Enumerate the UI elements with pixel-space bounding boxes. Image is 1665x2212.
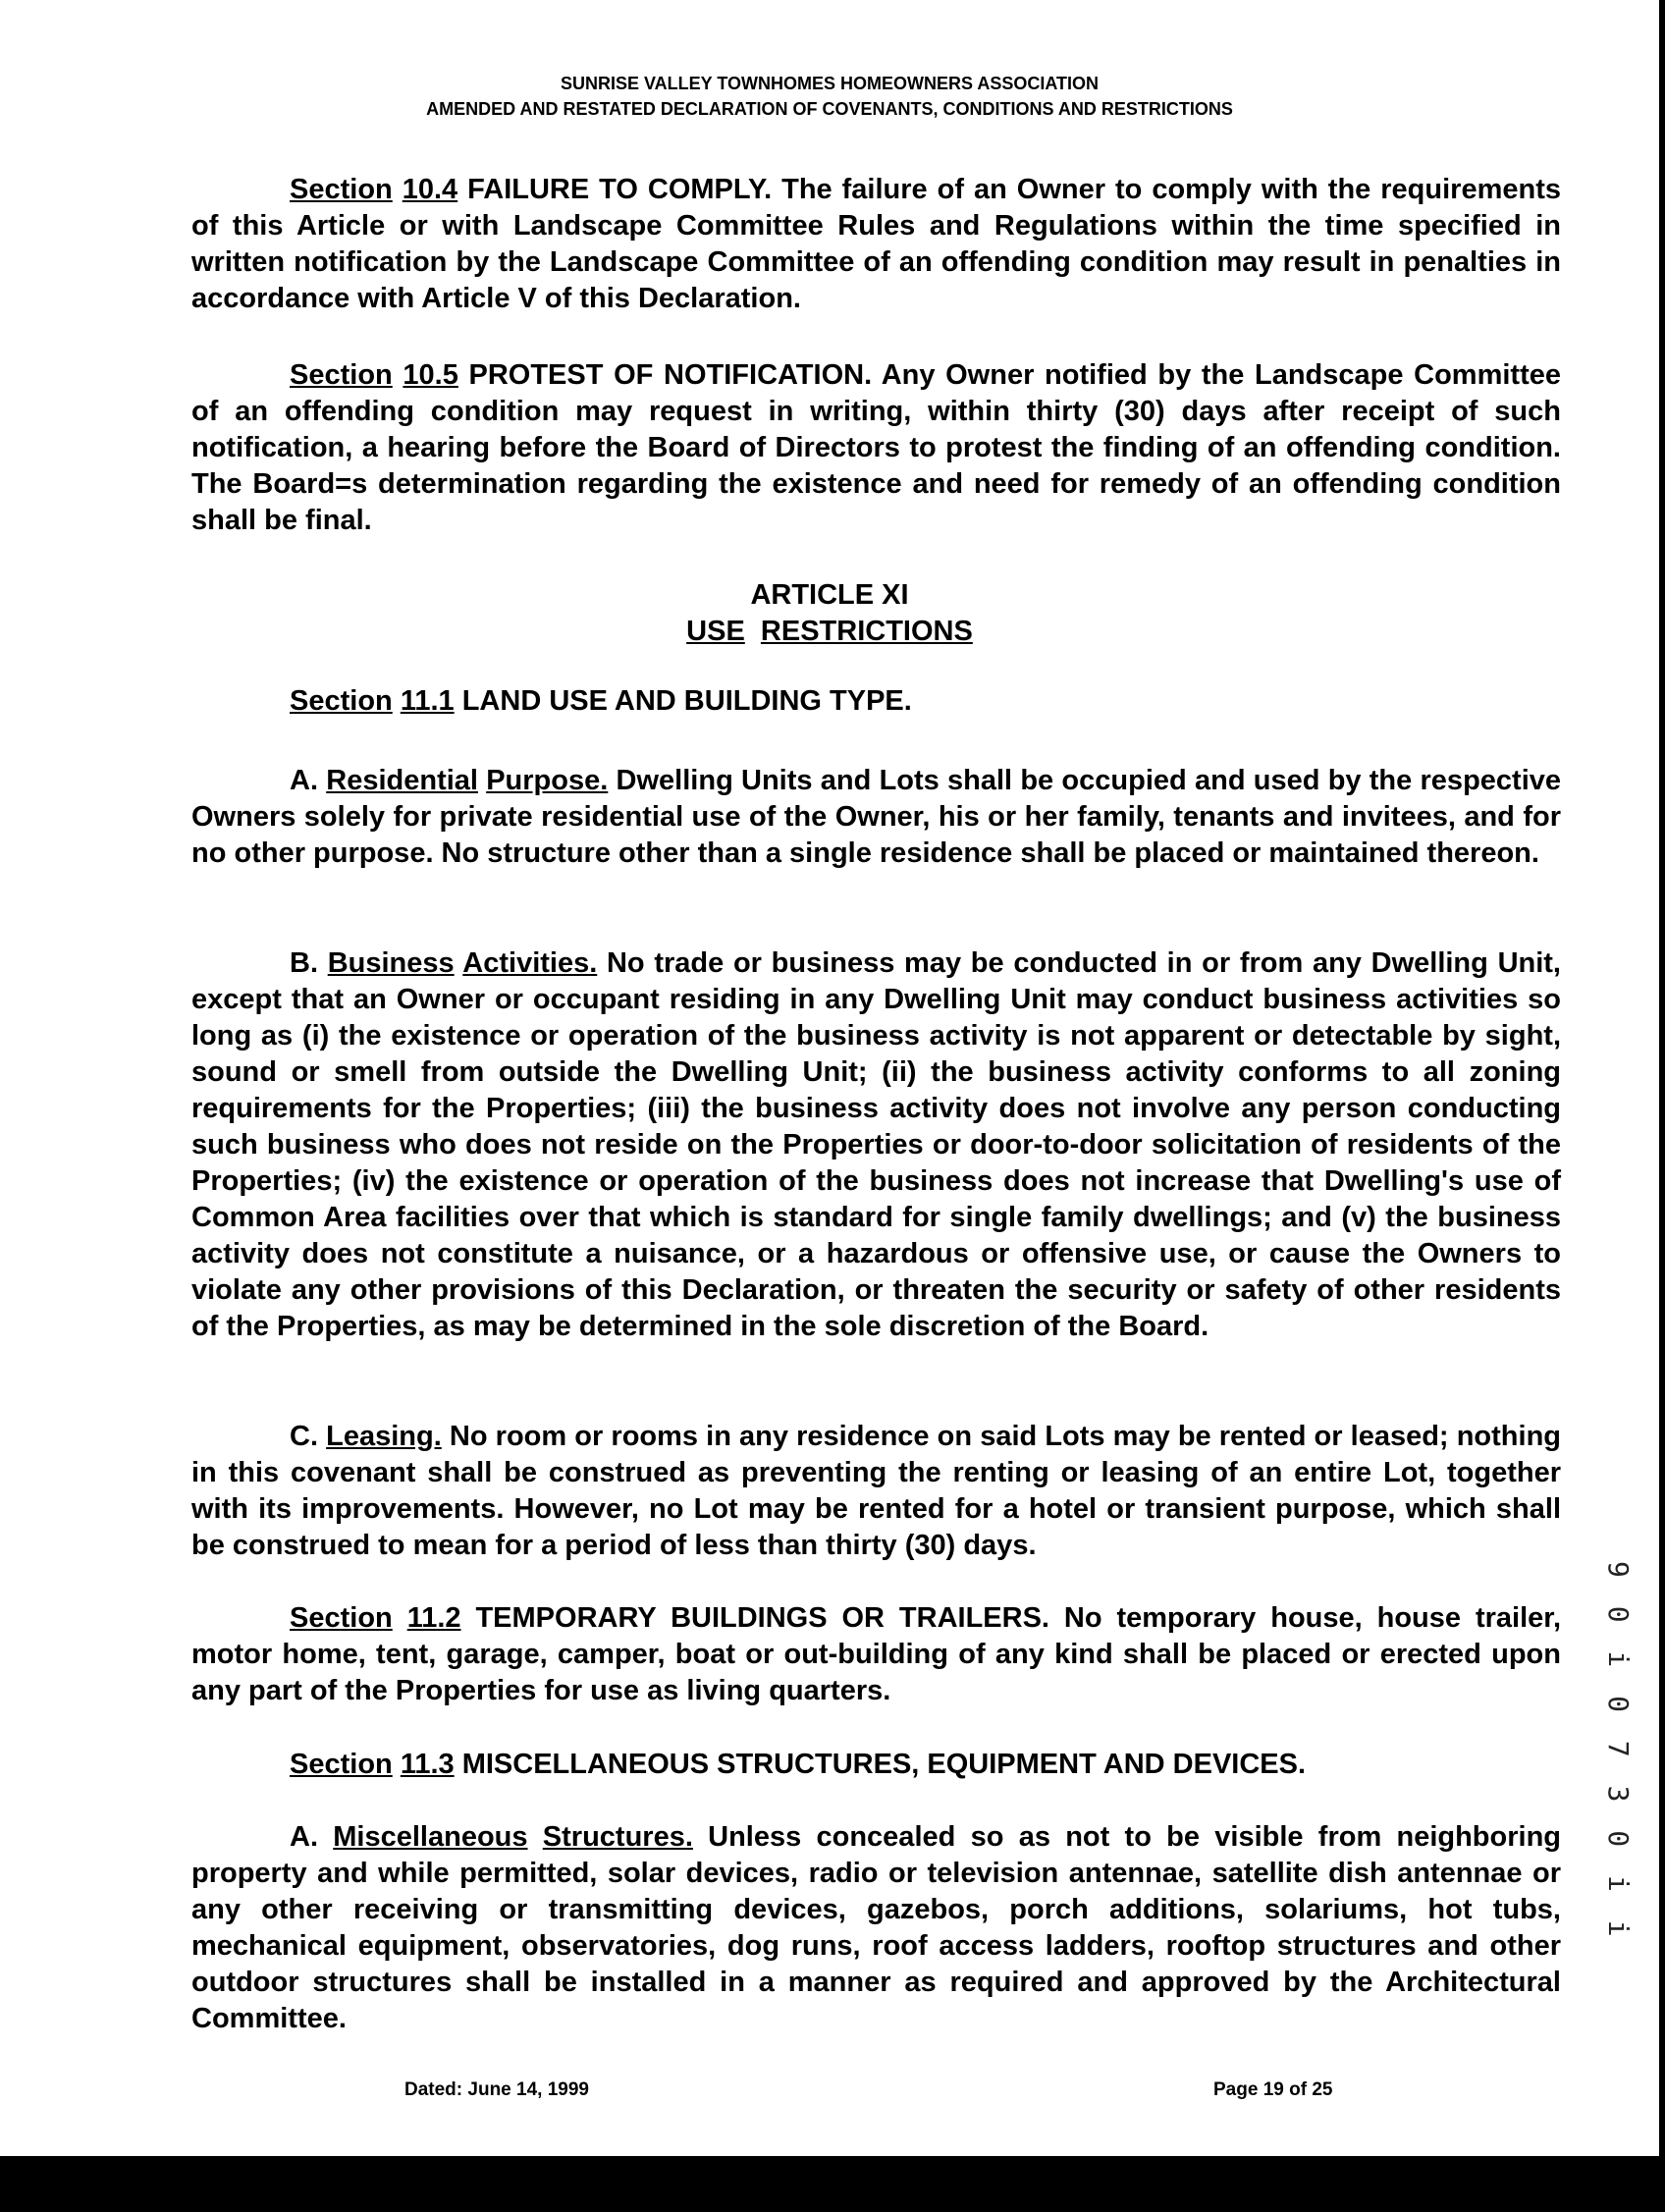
section-number: 11.1: [400, 685, 455, 717]
section-label: Section: [290, 1602, 393, 1634]
paragraph-business-activities: B. Business Activities. No trade or business may be conducted in or from any Dwelling Unit, except that an Owner or occupant residing in any Dwelling Unit may conduct business activities so long as (i) the existence or operation of the business activity is not apparent or detectable by sight, sound or smell from outside the Dwelling Unit; (ii) the business activity conforms to all zoning requirements for the Properties; (iii) the business activity does not involve any person conducting such business who does not reside on the Properties or door-to-door solicitation of residents of the Properties; (iv) the existence or operation of the business does not increase that Dwelling's use of Common Area facilities over that which is standard for single family dwellings; and (v) the business activity does not constitute a nuisance, or a hazardous or offensive use, or cause the Owners to violate any other provisions of this Declaration, or threaten the security or safety of other residents of the Properties, as may be determined in the sole discretion of the Board.: [191, 947, 1561, 1342]
section-title: MISCELLANEOUS STRUCTURES, EQUIPMENT AND DEVICES.: [454, 1749, 1307, 1780]
section-text: PROTEST OF NOTIFICATION. Any Owner notified by the Landscape Committee of an offending condition may request in writing, within thirty (30) days after receipt of such notification, a hearing before the Board of Directors to protest the finding of an offending condition. The Board=s determination regarding the existence and need for remedy of an offending condition shall be final.: [191, 359, 1561, 536]
document-header: [0, 71, 1659, 122]
paragraph-letter: C.: [290, 1421, 327, 1452]
paragraph-letter: B.: [290, 947, 328, 979]
margin-stamp: 9 0 i 0 7 3 0 i i: [1602, 1561, 1635, 1943]
section-label: Section: [290, 685, 393, 717]
section-11-3-heading: [290, 1747, 1306, 1783]
paragraph-leasing: C. Leasing. No room or rooms in any residence on said Lots may be rented or leased; nothing in this covenant shall be construed as preventing the renting or leasing of an entire Lot, together with its improvements. However, no Lot may be rented for a hotel or transient purpose, which shall be construed to mean for a period of less than thirty (30) days.: [191, 1421, 1561, 1561]
paragraph-miscellaneous-structures: A. Miscellaneous Structures. Unless concealed so as not to be visible from neighboring property and while permitted, solar devices, radio or television antennae, satellite dish antennae or any other receiving or transmitting devices, gazebos, porch additions, solariums, hot tubs, mechanical equipment, observatories, dog runs, roof access ladders, rooftop structures and other outdoor structures shall be installed in a manner as required and approved by the Architectural Committee.: [191, 1821, 1562, 2034]
section-number: 11.3: [400, 1749, 455, 1780]
section-number: 10.5: [403, 359, 458, 391]
section-text: TEMPORARY BUILDINGS OR TRAILERS. No temporary house, house trailer, motor home, tent, garage, camper, boat or out-building of any kind shall be placed or erected upon any part of the Properties for use as living quarters.: [191, 1602, 1562, 1706]
section-10-4: [191, 172, 1561, 317]
header-association: SUNRISE VALLEY TOWNHOMES HOMEOWNERS ASSOCIATION: [560, 74, 1100, 93]
header-declaration: AMENDED AND RESTATED DECLARATION OF COVENANTS, CONDITIONS AND RESTRICTIONS: [426, 99, 1233, 119]
section-text: FAILURE TO COMPLY. The failure of an Owner to comply with the requirements of this Article or with Landscape Committee Rules and Regulations within the time specified in written notification by the Landscape Committee of an offending condition may result in penalties in accordance with Article V of this Declaration.: [191, 174, 1561, 314]
paragraph-text: Dwelling Units and Lots shall be occupied and used by the respective Owners solely for private residential use of the Owner, his or her family, tenants and invitees, and for no other purpose. No structure other than a single residence shall be placed or maintained thereon.: [191, 765, 1562, 869]
footer-page-number: Page 19 of 25: [1213, 2079, 1333, 2100]
section-label: Section: [290, 359, 393, 391]
paragraph-letter: A.: [290, 765, 327, 796]
article-subtitle: USE RESTRICTIONS: [686, 616, 973, 647]
section-title: LAND USE AND BUILDING TYPE.: [454, 685, 912, 717]
paragraph-text: No trade or business may be conducted in or from any Dwelling Unit, except that an Owner or occupant residing in any Dwelling Unit may conduct business activities so long as (i) the existence or operation of the business activity is not apparent or detectable by sight, sound or smell from outside the Dwelling Unit; (ii) the business activity conforms to all zoning requirements for the Properties; (iii) the business activity does not involve any person conducting such business who does not reside on the Properties or door-to-door solicitation of residents of the Properties; (iv) the existence or operation of the business does not increase that Dwelling's use of Common Area facilities over that which is standard for single family dwellings; and (v) the business activity does not constitute a nuisance, or a hazardous or offensive use, or cause the Owners to violate any other provisions of this Declaration, or threaten the security or safety of other residents of the Properties, as may be determined in the sole discretion of the Board.: [191, 947, 1561, 1342]
paragraph-text: No room or rooms in any residence on said Lots may be rented or leased; nothing in this covenant shall be construed as preventing the renting or leasing of an entire Lot, together with its improvements. However, no Lot may be rented for a hotel or transient purpose, which shall be construed to mean for a period of less than thirty (30) days.: [191, 1421, 1561, 1561]
section-number: 10.4: [402, 174, 458, 205]
section-11-1-heading: [290, 683, 912, 720]
paragraph-residential-purpose: A. Residential Purpose. Dwelling Units and Lots shall be occupied and used by the respective Owners solely for private residential use of the Owner, his or her family, tenants and invitees, and for no other purpose. No structure other than a single residence shall be placed or maintained thereon.: [191, 765, 1562, 869]
section-11-2: [191, 1600, 1561, 1709]
paragraph-text: Unless concealed so as not to be visible from neighboring property and while permitted, solar devices, radio or television antennae, satellite dish antennae or any other receiving or transmitting devices, gazebos, porch additions, solariums, hot tubs, mechanical equipment, observatories, dog runs, roof access ladders, rooftop structures and other outdoor structures shall be installed in a manner as required and approved by the Architectural Committee.: [191, 1821, 1562, 2034]
section-label: Section: [290, 174, 393, 205]
section-number: 11.2: [406, 1602, 461, 1634]
paragraph-letter: A.: [290, 1821, 334, 1853]
footer-dated: Dated: June 14, 1999: [404, 2079, 589, 2100]
section-label: Section: [290, 1749, 393, 1780]
section-10-5: [191, 357, 1561, 539]
article-heading: [0, 577, 1659, 650]
article-title: ARTICLE XI: [750, 579, 909, 611]
